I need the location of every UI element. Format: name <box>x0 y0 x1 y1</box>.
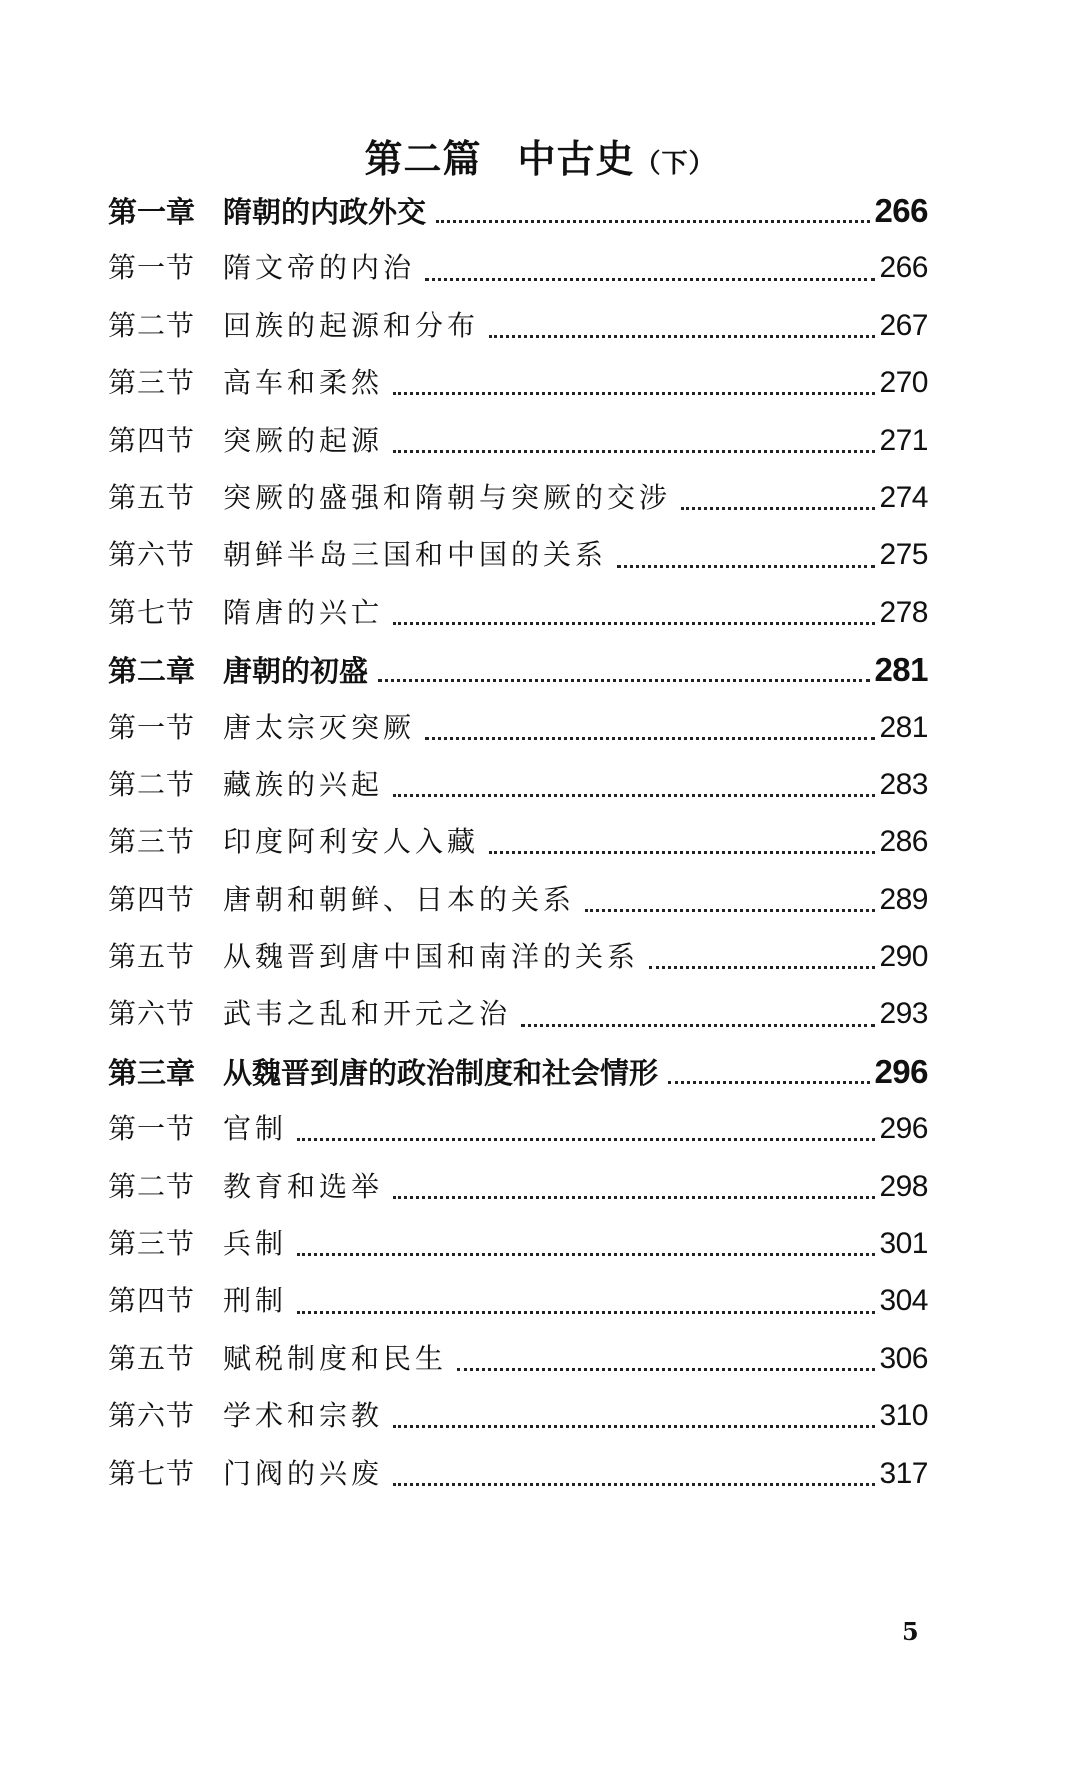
toc-entry-label: 第二节 <box>108 767 196 801</box>
toc-entry-title: 从魏晋到唐中国和南洋的关系 <box>223 940 640 974</box>
toc-entry-page: 270 <box>879 366 928 400</box>
toc-entry-title: 藏族的兴起 <box>223 767 384 801</box>
part-heading <box>0 128 1080 183</box>
toc-entry-label: 第五节 <box>108 480 196 514</box>
toc-entry-label: 第二节 <box>108 1169 196 1203</box>
toc-entry-page: 281 <box>874 651 928 689</box>
dot-leader <box>393 1477 875 1486</box>
toc-section-row <box>108 1272 928 1329</box>
toc-entry-label: 第一章 <box>108 195 196 229</box>
toc-entry-page: 304 <box>879 1284 928 1318</box>
toc-section-row <box>108 469 928 526</box>
toc-entry-title: 从魏晋到唐的政治制度和社会情形 <box>223 1055 659 1090</box>
toc-entry-label: 第五节 <box>108 940 196 974</box>
dot-leader <box>393 1190 875 1199</box>
toc-entry-label: 第三节 <box>108 366 196 400</box>
toc-entry-title: 突厥的起源 <box>223 423 384 457</box>
part-suffix: （下） <box>634 149 716 179</box>
toc-entry-title: 回族的起源和分布 <box>223 308 480 342</box>
toc-entry-page: 298 <box>879 1169 928 1203</box>
toc-entry-page: 317 <box>879 1456 928 1490</box>
toc-entry-page: 274 <box>879 480 928 514</box>
dot-leader <box>297 1247 875 1256</box>
dot-leader <box>393 616 875 625</box>
toc-entry-label: 第一节 <box>108 710 196 744</box>
toc-entry-title: 隋朝的内政外交 <box>223 195 427 229</box>
toc-entry-title: 赋税制度和民生 <box>223 1341 448 1375</box>
toc-section-row <box>108 1215 928 1272</box>
toc-entry-title: 官制 <box>223 1112 288 1146</box>
toc-entry-page: 267 <box>879 308 928 342</box>
toc-entry-label: 第四节 <box>108 882 196 916</box>
dot-leader <box>297 1132 875 1141</box>
toc-entry-page: 271 <box>879 423 928 457</box>
toc-entry-page: 266 <box>879 251 928 285</box>
toc-section-row <box>108 1158 928 1215</box>
toc-section-row <box>108 297 928 354</box>
toc-entry-label: 第三节 <box>108 1227 196 1261</box>
toc-entry-page: 290 <box>879 940 928 974</box>
toc-section-row <box>108 871 928 928</box>
toc-entry-title: 刑制 <box>223 1284 288 1318</box>
toc-entry-title: 朝鲜半岛三国和中国的关系 <box>223 538 608 572</box>
toc-entry-label: 第一节 <box>108 251 196 285</box>
dot-leader <box>585 903 875 912</box>
toc-entry-title: 突厥的盛强和隋朝与突厥的交涉 <box>223 480 672 514</box>
toc-entry-page: 286 <box>879 825 928 859</box>
toc-entry-label: 第三节 <box>108 825 196 859</box>
toc-chapter-row <box>108 641 928 698</box>
toc-chapter-row <box>108 1043 928 1100</box>
toc-entry-label: 第一节 <box>108 1112 196 1146</box>
toc-entry-label: 第四节 <box>108 1284 196 1318</box>
toc-section-row <box>108 1387 928 1444</box>
toc-entry-label: 第二章 <box>108 654 196 689</box>
toc-entry-label: 第七节 <box>108 1456 196 1490</box>
toc-section-row <box>108 928 928 985</box>
toc-entry-page: 281 <box>879 710 928 744</box>
dot-leader <box>297 1305 875 1314</box>
toc-entry-label: 第二节 <box>108 308 196 342</box>
toc-section-row <box>108 985 928 1042</box>
dot-leader <box>457 1362 875 1371</box>
dot-leader <box>393 444 875 453</box>
page-number: 5 <box>902 1617 919 1646</box>
toc-entry-title: 隋唐的兴亡 <box>223 595 384 629</box>
table-of-contents <box>108 182 928 1502</box>
dot-leader <box>436 214 870 223</box>
toc-entry-title: 唐朝和朝鲜、日本的关系 <box>223 882 576 916</box>
toc-entry-page: 278 <box>879 595 928 629</box>
dot-leader <box>489 329 875 338</box>
toc-entry-page: 289 <box>879 882 928 916</box>
toc-entry-title: 武韦之乱和开元之治 <box>223 997 512 1031</box>
dot-leader <box>649 960 875 969</box>
toc-entry-label: 第六节 <box>108 997 196 1031</box>
toc-chapter-row <box>108 182 928 239</box>
toc-section-row <box>108 412 928 469</box>
toc-section-row <box>108 1330 928 1387</box>
toc-entry-page: 266 <box>874 192 928 229</box>
toc-entry-label: 第六节 <box>108 538 196 572</box>
toc-entry-page: 283 <box>879 767 928 801</box>
dot-leader <box>378 673 870 682</box>
toc-entry-title: 高车和柔然 <box>223 366 384 400</box>
toc-entry-page: 296 <box>879 1112 928 1146</box>
part-number: 第二篇 <box>364 136 482 181</box>
toc-entry-label: 第七节 <box>108 595 196 629</box>
dot-leader <box>393 1419 875 1428</box>
toc-entry-title: 教育和选举 <box>223 1169 384 1203</box>
toc-entry-page: 306 <box>879 1341 928 1375</box>
toc-entry-page: 275 <box>879 538 928 572</box>
toc-entry-label: 第三章 <box>108 1055 196 1090</box>
toc-section-row <box>108 526 928 583</box>
toc-entry-label: 第四节 <box>108 423 196 457</box>
toc-section-row <box>108 354 928 411</box>
dot-leader <box>393 788 875 797</box>
dot-leader <box>668 1075 870 1084</box>
toc-entry-page: 293 <box>879 997 928 1031</box>
dot-leader <box>425 731 875 740</box>
dot-leader <box>393 386 875 395</box>
toc-entry-label: 第五节 <box>108 1341 196 1375</box>
toc-section-row <box>108 699 928 756</box>
toc-section-row <box>108 239 928 296</box>
dot-leader <box>617 559 875 568</box>
dot-leader <box>425 272 875 281</box>
toc-section-row <box>108 1445 928 1502</box>
toc-entry-page: 296 <box>874 1052 928 1090</box>
dot-leader <box>489 845 875 854</box>
toc-section-row <box>108 756 928 813</box>
toc-entry-page: 301 <box>879 1227 928 1261</box>
toc-section-row <box>108 813 928 870</box>
toc-entry-title: 唐朝的初盛 <box>223 654 369 689</box>
dot-leader <box>681 501 875 510</box>
toc-entry-page: 310 <box>879 1399 928 1433</box>
toc-entry-title: 学术和宗教 <box>223 1399 384 1433</box>
toc-entry-title: 印度阿利安人入藏 <box>223 825 480 859</box>
toc-entry-title: 门阀的兴废 <box>223 1456 384 1490</box>
toc-entry-title: 隋文帝的内治 <box>223 251 416 285</box>
toc-entry-title: 兵制 <box>223 1227 288 1261</box>
dot-leader <box>521 1018 875 1027</box>
toc-section-row <box>108 1100 928 1157</box>
toc-entry-label: 第六节 <box>108 1399 196 1433</box>
toc-entry-title: 唐太宗灭突厥 <box>223 710 416 744</box>
toc-section-row <box>108 584 928 641</box>
part-name: 中古史 <box>517 136 635 181</box>
